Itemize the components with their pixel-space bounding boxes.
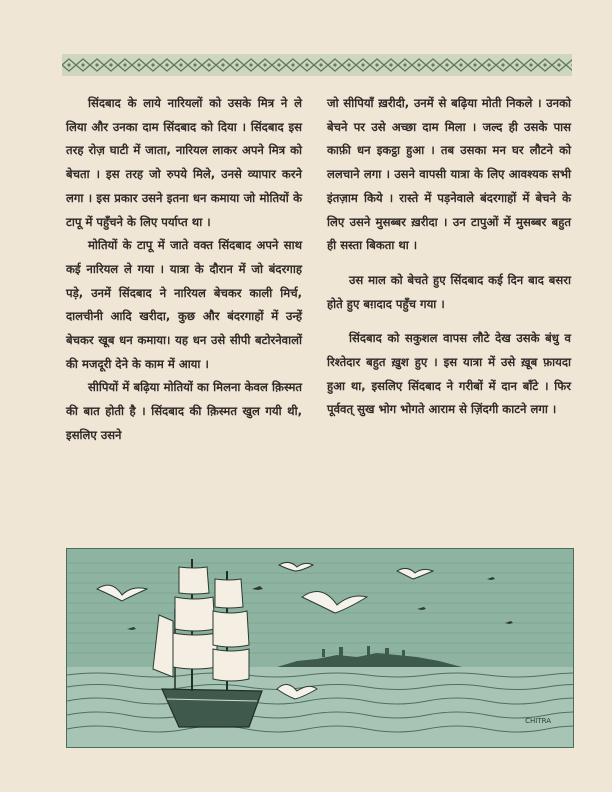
chain-ornament-icon xyxy=(62,54,572,76)
paragraph: सिंदबाद के लाये नारियलों को उसके मित्र ने ले लिया और उनका दाम सिंदबाद को दिया । सिंदबाद इस तरह रोज़ घाटी में जाता, नारियल लाकर अपने मित्र को बेचता । इस तरह जो रुपये मिले, उनसे व्यापार करने लगा । इस प्रकार उसने इतना धन कमाया जो मोतियों के टापू में पहुँचने के लिए पर्याप्त था । xyxy=(66,96,302,229)
artist-signature: CHITRA xyxy=(525,717,551,725)
right-text-column xyxy=(327,92,571,422)
paragraph: उस माल को बेचते हुए सिंदबाद कई दिन बाद बसरा होते हुए बग़दाद पहुँच गया । xyxy=(327,272,571,311)
ship-illustration xyxy=(66,548,574,748)
paragraph: मोतियों के टापू में जाते वक्त सिंदबाद अपने साथ कई नारियल ले गया । यात्रा के दौरान में जो बंदरगाह पड़े, उनमें सिंदबाद ने नारियल बेचकर काली मिर्च, दालचीनी आदि खरीदा, कुछ और बंदरगाहों में उन्हें बेचकर खूब धन कमाया। यह धन उसे सीपी बटोरनेवालों की मजदूरी देने के काम में आया । xyxy=(66,238,302,371)
left-text-column xyxy=(66,92,302,448)
paragraph: जो सीपियाँ ख़रीदी, उनमें से बढ़िया मोती निकले । उनको बेचने पर उसे अच्छा दाम मिला । जल्द ही उसके पास काफ़ी धन इकट्ठा हुआ । तब उसका मन घर लौटने को ललचाने लगा । उसने वापसी यात्रा के लिए आवश्यक सभी इंतज़ाम किये । रास्ते में पड़नेवाले बंदरगाहों में बेचने के लिए उसने मुसब्बर ख़रीदा । उन टापुओं में मुसब्बर बहुत ही सस्ता बिकता था । xyxy=(327,96,571,253)
decorative-border-band xyxy=(62,54,572,76)
paragraph: सीपियों में बढ़िया मोतियों का मिलना केवल क़िस्मत की बात होती है । सिंदबाद की क़िस्मत खुल गयी थी, इसलिए उसने xyxy=(66,380,302,442)
paragraph: सिंदबाद को सकुशल वापस लौटे देख उसके बंधु व रिश्तेदार बहुत ख़ुश हुए । इस यात्रा में उसे ख़ूब फ़ायदा हुआ था, इसलिए सिंदबाद ने गरीबों में दान बाँटे । फिर पूर्ववत् सुख भोग भोगते आराम से ज़िंदगी काटने लगा । xyxy=(327,331,571,417)
